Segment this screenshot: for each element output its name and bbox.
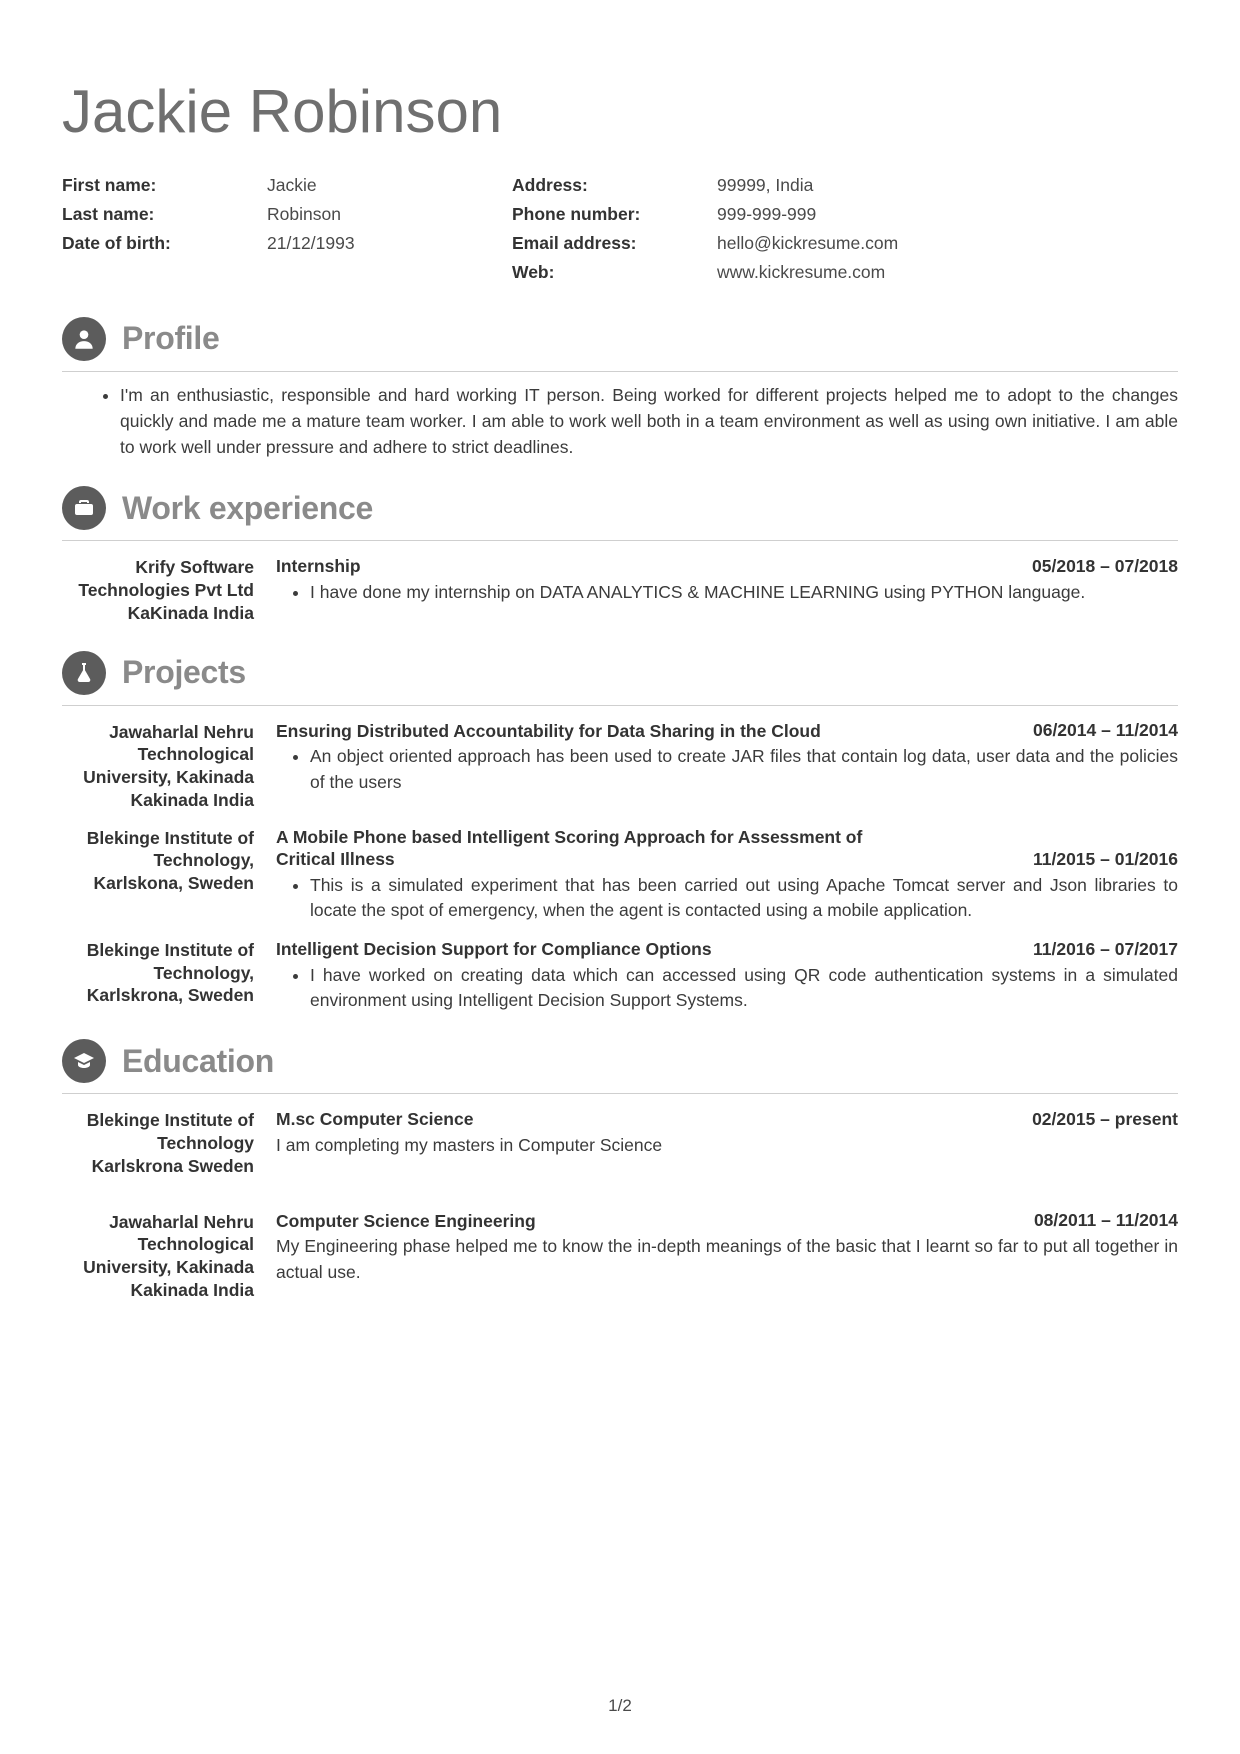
section-title: Work experience: [122, 489, 374, 526]
section-title: Education: [122, 1042, 274, 1079]
list-item: • I'm an enthusiastic, responsible and hard working IT person. Being worked for different projects helped me to adopt to the changes quickly and made me a mature team worker. I am able to work well both in a team environment as well as using own initiative. I am able to work well under pressure and adhere to strict deadlines.: [120, 382, 1178, 461]
entry-bullet-list: [276, 744, 1178, 795]
entry-title: Ensuring Distributed Accountability for Data Sharing in the Cloud: [276, 720, 821, 741]
entry-title: Computer Science Engineering: [276, 1210, 536, 1231]
entry-description: My Engineering phase helped me to know the in-depth meanings of the basic that I learnt so far to put all together in actual use.: [276, 1236, 1178, 1282]
entry-header: [276, 720, 1178, 743]
project-entry: [62, 938, 1178, 1014]
section-header-education: [62, 1039, 1178, 1083]
page-title: Jackie Robinson: [62, 78, 503, 145]
entry-organization: Krify Software Technologies Pvt Ltd KaKinada India: [78, 557, 254, 623]
section-header-profile: [62, 317, 1178, 361]
entry-header: [276, 1210, 1178, 1233]
contact-value: Jackie: [267, 175, 317, 195]
entry-bullet-list: [276, 580, 1178, 605]
briefcase-icon: [62, 486, 106, 530]
entry-date: 11/2016 – 07/2017: [1032, 938, 1178, 959]
entry-description: I am completing my masters in Computer Science: [276, 1135, 663, 1155]
contact-row: [512, 200, 992, 229]
entry-title: Internship: [276, 556, 361, 577]
section-header-work-experience: [62, 486, 1178, 530]
entry-title: M.sc Computer Science: [276, 1109, 474, 1130]
entry-body: [276, 938, 1178, 1014]
entry-organization: Blekinge Institute of Technology, Karlskrona, Sweden: [86, 939, 254, 1006]
work-entry: [62, 555, 1178, 624]
contact-label: Email address:: [512, 232, 637, 253]
section-title: Projects: [122, 654, 246, 690]
entry-body: [276, 720, 1178, 812]
divider: [62, 540, 1178, 541]
entry-date: 05/2018 – 07/2018: [1032, 556, 1178, 576]
divider: [62, 371, 1178, 372]
section-header-projects: [62, 651, 1178, 695]
contact-label: Web:: [512, 261, 555, 282]
entry-date: 11/2015 – 01/2016: [1032, 849, 1178, 869]
contact-row: [512, 258, 992, 287]
contact-label: Phone number:: [512, 203, 641, 224]
entry-body: [276, 1108, 1178, 1177]
entry-date: 06/2014 – 11/2014: [1032, 720, 1178, 741]
profile-bullet-list: [62, 382, 1178, 461]
entry-title: Intelligent Decision Support for Compliance Options: [276, 938, 712, 959]
list-item: • I have done my internship on DATA ANALYTICS & MACHINE LEARNING using PYTHON language.: [310, 580, 1178, 605]
contact-label: Address:: [512, 175, 588, 195]
entry-header: [276, 1108, 1178, 1131]
list-item: • This is a simulated experiment that has been carried out using Apache Tomcat server and Json libraries to locate the spot of emergency, when the agent is contacted using a mobile application.: [310, 873, 1178, 924]
contact-value: Robinson: [267, 203, 341, 224]
contact-value: 21/12/1993: [267, 232, 355, 253]
entry-organization: Blekinge Institute of Technology, Karlskona, Sweden: [86, 827, 254, 893]
entry-header: [276, 938, 1178, 961]
entry-date: 08/2011 – 11/2014: [1033, 1210, 1178, 1231]
contact-row: [512, 171, 992, 200]
section-title: Profile: [122, 320, 220, 356]
entry-title: A Mobile Phone based Intelligent Scoring Approach for Assessment of Critical Illness: [276, 826, 863, 870]
contact-row: [62, 200, 512, 229]
entry-body: [276, 555, 1178, 624]
project-entry: [62, 826, 1178, 924]
contact-label: First name:: [62, 175, 157, 195]
divider: [62, 705, 1178, 706]
entry-body: [276, 1210, 1178, 1302]
education-entry: [62, 1108, 1178, 1177]
contact-row: [512, 229, 992, 258]
entry-bullet-list: [276, 873, 1178, 924]
project-entry: [62, 720, 1178, 812]
entry-header: [276, 826, 1178, 872]
contact-value: 99999, India: [717, 175, 814, 195]
entry-header: [276, 555, 1178, 578]
flask-icon: [62, 651, 106, 695]
education-entry: [62, 1210, 1178, 1302]
contact-column-right: [512, 171, 992, 287]
contact-row: [62, 229, 512, 258]
contact-value: 999-999-999: [717, 203, 817, 224]
contact-column-left: [62, 171, 512, 287]
entry-bullet-list: [276, 963, 1178, 1014]
contact-value: hello@kickresume.com: [717, 232, 899, 253]
list-item: • An object oriented approach has been used to create JAR files that contain log data, user data and the policies of the users: [310, 744, 1178, 795]
contact-value: www.kickresume.com: [717, 261, 886, 282]
entry-organization: Jawaharlal Nehru Technological University, Kakinada Kakinada India: [83, 721, 254, 810]
page-indicator: 1/2: [608, 1696, 632, 1715]
contact-label: Date of birth:: [62, 232, 171, 253]
graduation-cap-icon: [62, 1039, 106, 1083]
entry-date: 02/2015 – present: [1032, 1109, 1178, 1129]
contact-details: [62, 171, 1178, 287]
entry-organization: Jawaharlal Nehru Technological University, Kakinada Kakinada India: [83, 1211, 254, 1300]
divider: [62, 1093, 1178, 1094]
list-item: • I have worked on creating data which can accessed using QR code authentication systems in a simulated environment using Intelligent Decision Support Systems.: [310, 963, 1178, 1014]
entry-body: [276, 826, 1178, 924]
contact-row: [62, 171, 512, 200]
entry-organization: Blekinge Institute of Technology Karlskrona Sweden: [86, 1110, 254, 1176]
person-icon: [62, 317, 106, 361]
contact-label: Last name:: [62, 203, 155, 224]
